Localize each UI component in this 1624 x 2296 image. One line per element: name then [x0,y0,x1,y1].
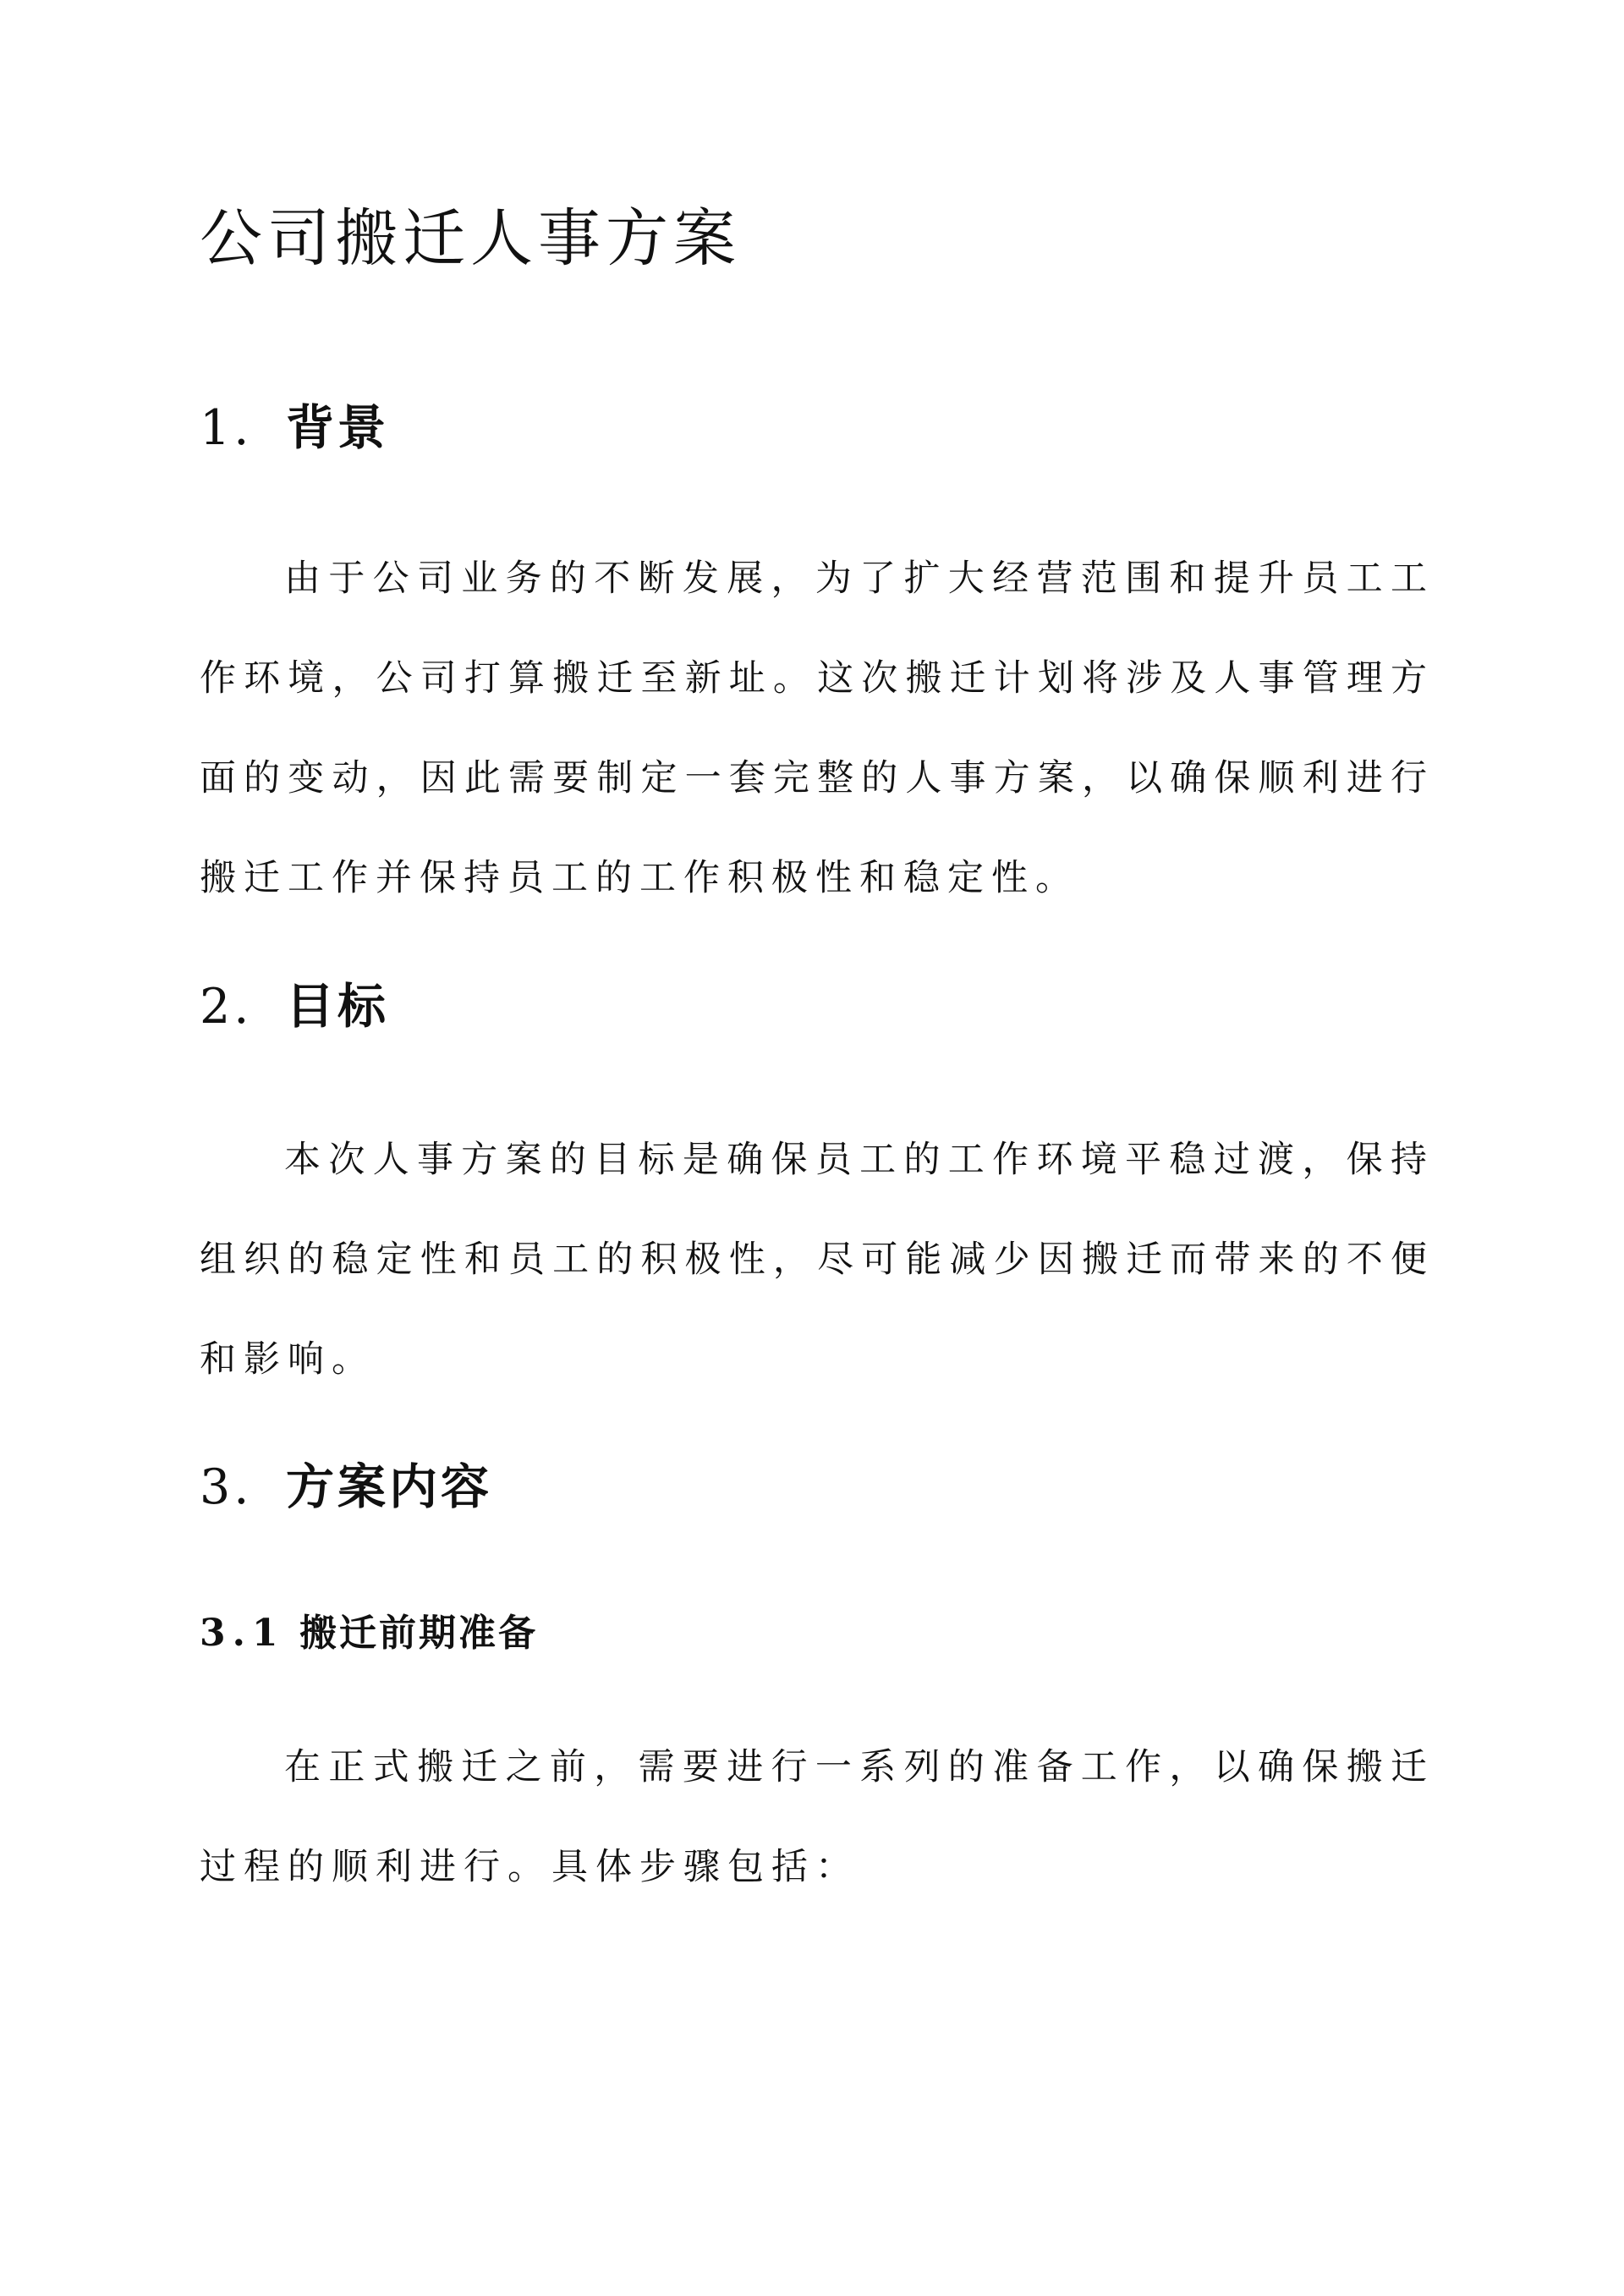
subsection-heading-pre-move-preparation [200,1604,538,1663]
section-title: 目标 [286,978,389,1035]
document-title: 公司搬迁人事方案 [200,202,741,275]
section-heading-plan-content [200,1453,492,1521]
subsection-number: 3.1 [200,1612,285,1655]
section-number: 2. [200,979,253,1035]
section-number: 3. [200,1459,253,1515]
section-heading-background [200,394,389,462]
section-number: 1. [200,400,253,456]
goals-paragraph: 本次人事方案的目标是确保员工的工作环境平稳过渡，保持组织的稳定性和员工的积极性，尽可能减少因搬迁而带来的不便和影响。 [200,1139,1435,1381]
section-title: 方案内容 [286,1458,492,1515]
section-title: 背景 [286,399,389,456]
background-paragraph: 由于公司业务的不断发展，为了扩大经营范围和提升员工工作环境，公司打算搬迁至新址。这次搬迁计划将涉及人事管理方面的变动，因此需要制定一套完整的人事方案，以确保顺利进行搬迁工作并保持员工的工作积极性和稳定性。 [200,558,1435,899]
preparation-paragraph: 在正式搬迁之前，需要进行一系列的准备工作，以确保搬迁过程的顺利进行。具体步骤包括： [200,1746,1435,1888]
subsection-title: 搬迁前期准备 [299,1612,538,1655]
section-heading-goals [200,973,389,1041]
